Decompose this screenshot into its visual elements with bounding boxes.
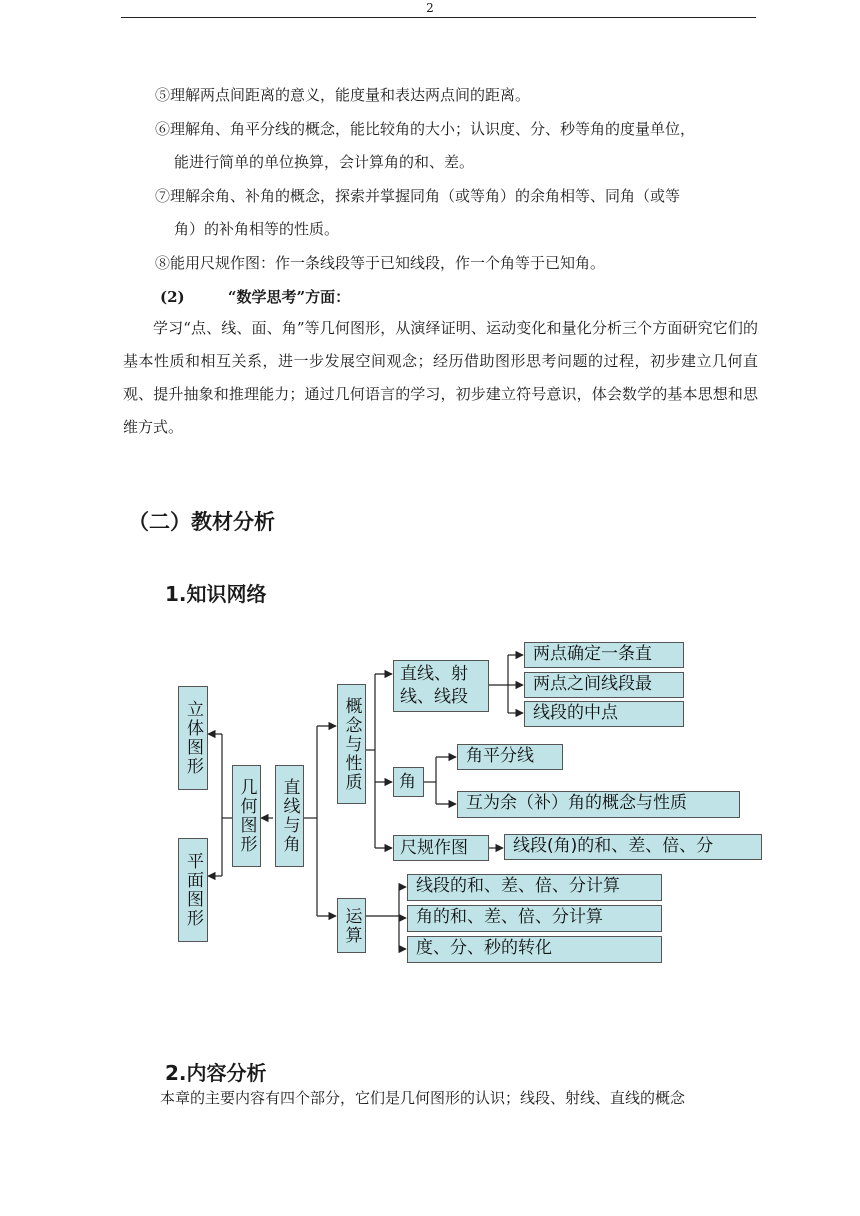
subheading-text: “数学思考”方面：	[227, 288, 351, 306]
box-concept-property: 概念与性质	[337, 684, 366, 804]
objective-item-6: ⑥理解角、角平分线的概念，能比较角的大小；认识度、分、秒等角的度量单位，	[155, 120, 696, 138]
box-complementary-angles: 互为余（补）角的概念与性质	[457, 791, 740, 818]
box-solid-figure: 立体图形	[178, 686, 208, 790]
objective-item-5: ⑤理解两点间距离的意义，能度量和表达两点间的距离。	[155, 86, 531, 104]
knowledge-network-title: 1.知识网络	[165, 582, 267, 606]
box-plane-figure: 平面图形	[178, 838, 208, 942]
objective-item-7-cont: 角）的补角相等的性质。	[174, 220, 340, 238]
box-segment-calc: 线段的和、差、倍、分计算	[407, 874, 662, 901]
math-thinking-paragraph: 学习“点、线、面、角”等几何图形，从演绎证明、运动变化和量化分析三个方面研究它们的基本性质和相互关系，进一步发展空间观念；经历借助图形思考问题的过程，初步建立几何直观、提升抽象和推理能力；通过几何语言的学习，初步建立符号意识，体会数学的基本思想和思维方式。	[123, 319, 758, 436]
section-title: （二）教材分析	[128, 510, 275, 534]
box-two-points-line: 两点确定一条直	[524, 642, 684, 668]
content-analysis-text: 本章的主要内容有四个部分，它们是几何图形的认识；线段、射线、直线的概念	[160, 1089, 686, 1107]
box-angle: 角	[393, 767, 424, 797]
box-angle-bisector: 角平分线	[457, 744, 563, 770]
box-degree-conversion: 度、分、秒的转化	[407, 936, 662, 963]
content-analysis-title: 2.内容分析	[165, 1061, 267, 1085]
box-angle-calc: 角的和、差、倍、分计算	[407, 905, 662, 932]
box-line-ray-segment: 直线、射线、线段	[393, 660, 489, 712]
box-segment-operations: 线段(角)的和、差、倍、分	[504, 834, 762, 860]
page-number: 2	[426, 1, 434, 15]
objective-item-8: ⑧能用尺规作图：作一条线段等于已知线段，作一个角等于已知角。	[155, 254, 606, 272]
box-midpoint: 线段的中点	[524, 701, 684, 727]
objective-item-6-cont: 能进行简单的单位换算，会计算角的和、差。	[174, 153, 475, 171]
box-geometric-figure: 几何图形	[232, 765, 261, 867]
box-ruler-construction: 尺规作图	[393, 835, 489, 861]
box-operation: 运算	[337, 898, 366, 953]
box-shortest-segment: 两点之间线段最	[524, 672, 684, 698]
subheading-number: (2)	[160, 288, 185, 306]
objective-item-7: ⑦理解余角、补角的概念，探索并掌握同角（或等角）的余角相等、同角（或等	[155, 187, 681, 205]
box-lines-and-angles: 直线与角	[275, 765, 304, 867]
